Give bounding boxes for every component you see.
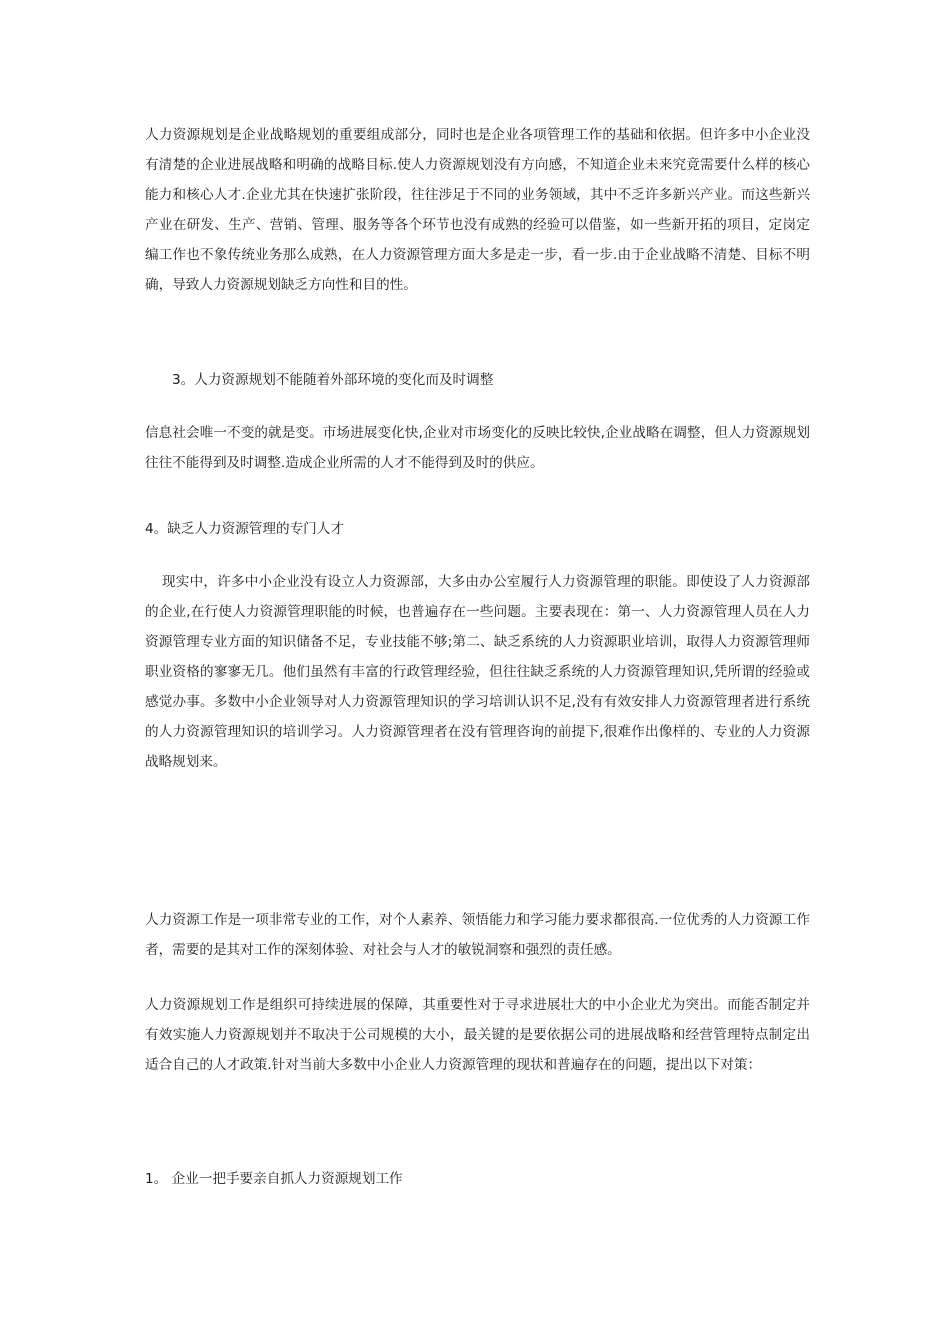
heading-3: 3。人力资源规划不能随着外部环境的变化而及时调整 (172, 372, 494, 388)
paragraph-hr-planning: 人力资源规划工作是组织可持续进展的保障，其重要性对于寻求进展壮大的中小企业尤为突出。而能否制定并有效实施人力资源规划并不取决于公司规模的大小，最关键的是要依据公司的进展战略和经营管理特点制定出适合自己的人才政策.针对当前大多数中小企业人力资源管理的现状和普遍存在的问题，提出以下对策： (145, 997, 810, 1073)
paragraph-hr-work: 人力资源工作是一项非常专业的工作，对个人素养、领悟能力和学习能力要求都很高.一位优秀的人力资源工作者，需要的是其对工作的深刻体验、对社会与人才的敏锐洞察和强烈的责任感。 (145, 912, 810, 958)
heading-1: 1。 企业一把手要亲自抓人力资源规划工作 (145, 1171, 403, 1187)
paragraph-strategy: 人力资源规划是企业战略规划的重要组成部分，同时也是企业各项管理工作的基础和依据。但许多中小企业没有清楚的企业进展战略和明确的战略目标.使人力资源规划没有方向感，不知道企业未来究竟需要什么样的核心能力和核心人才.企业尤其在快速扩张阶段，往往涉足于不同的业务领域，其中不乏许多新兴产业。而这些新兴产业在研发、生产、营销、管理、服务等各个环节也没有成熟的经验可以借鉴，如一些新开拓的项目，定岗定编工作也不象传统业务那么成熟，在人力资源管理方面大多是走一步，看一步.由于企业战略不清楚、目标不明确，导致人力资源规划缺乏方向性和目的性。 (145, 127, 810, 293)
heading-4: 4。缺乏人力资源管理的专门人才 (145, 521, 344, 537)
paragraph-environment: 信息社会唯一不变的就是变。市场进展变化快,企业对市场变化的反映比较快,企业战略在调整，但人力资源规划往往不能得到及时调整.造成企业所需的人才不能得到及时的供应。 (145, 425, 810, 471)
paragraph-talent: 现实中，许多中小企业没有设立人力资源部，大多由办公室履行人力资源管理的职能。即使设了人力资源部的企业,在行使人力资源管理职能的时候，也普遍存在一些问题。主要表现在：第一、人力资源管理人员在人力资源管理专业方面的知识储备不足，专业技能不够;第二、缺乏系统的人力资源职业培训，取得人力资源管理师职业资格的寥寥无几。他们虽然有丰富的行政管理经验，但往往缺乏系统的人力资源管理知识,凭所谓的经验或感觉办事。多数中小企业领导对人力资源管理知识的学习培训认识不足,没有有效安排人力资源管理者进行系统的人力资源管理知识的培训学习。人力资源管理者在没有管理咨询的前提下,很难作出像样的、专业的人力资源战略规划来。 (145, 574, 810, 770)
